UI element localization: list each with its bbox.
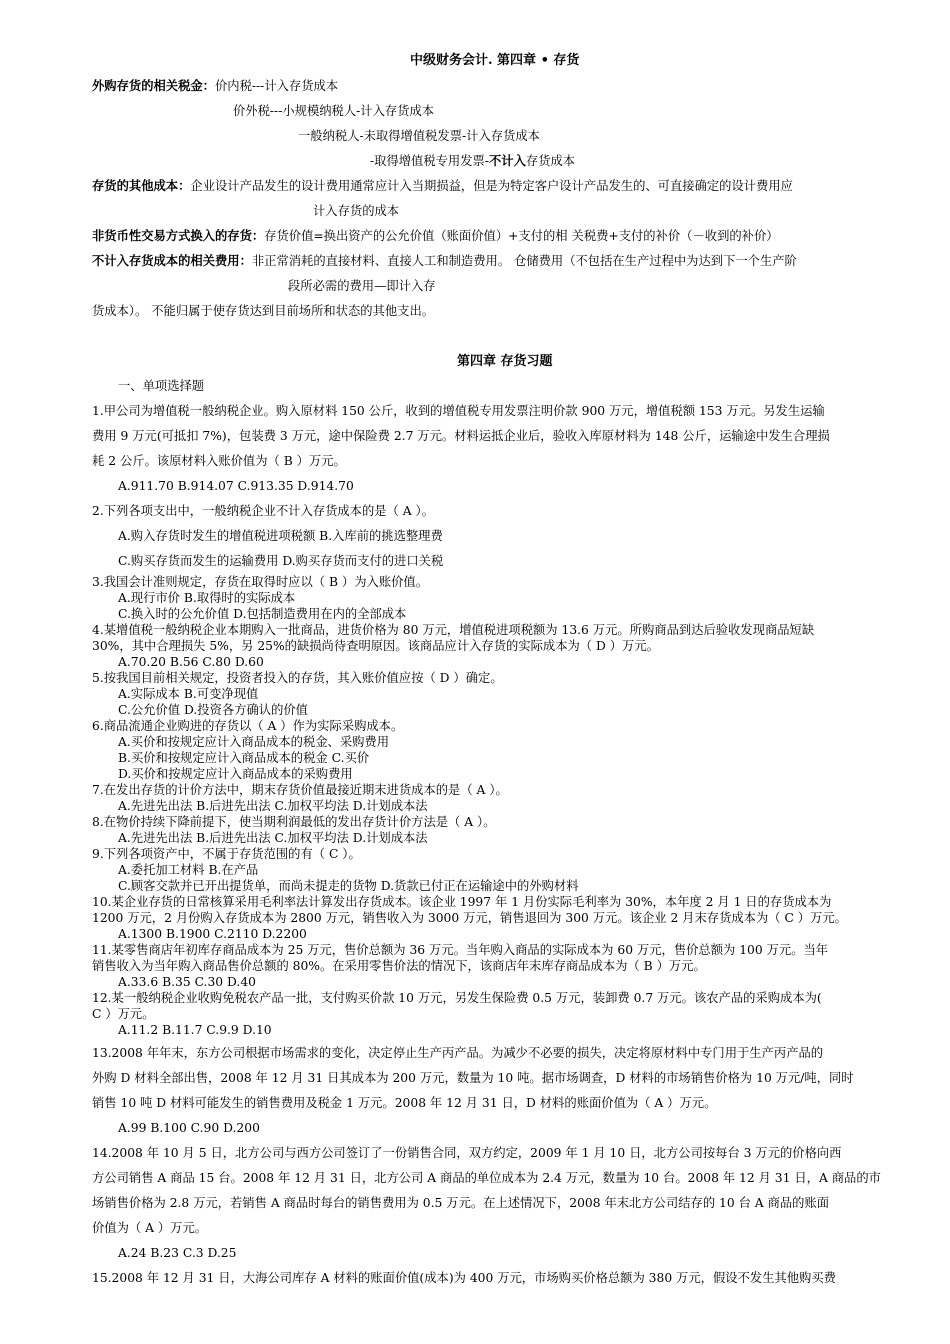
- text-line: [92, 958, 706, 974]
- body-text: C.公允价值 D.投资各方确认的价值: [118, 703, 308, 717]
- text-line: [118, 974, 256, 990]
- text-line: [410, 53, 579, 69]
- text-line: [313, 203, 399, 219]
- text-line: [118, 766, 353, 782]
- text-line: [288, 278, 436, 294]
- text-line: [118, 750, 369, 766]
- text-line: [118, 478, 354, 494]
- text-line: [92, 1195, 829, 1211]
- text-line: [118, 830, 428, 846]
- body-text: A.委托加工材料 B.在产品: [118, 863, 259, 877]
- body-text: 场销售价格为 2.8 万元，若销售 A 商品时每台的销售费用为 0.5 万元。在上述情况下，2008 年末北方公司结存的 10 台 A 商品的账面: [92, 1196, 830, 1210]
- body-text: 非正常消耗的直接材料、直接人工和制造费用。 仓储费用（不包括在生产过程中为达到下一个生产阶: [251, 254, 797, 268]
- text-line: [92, 1220, 207, 1236]
- body-text: 外购 D 材料全部出售，2008 年 12 月 31 日其成本为 200 万元，数量为 10 吨。据市场调查，D 材料的市场销售价格为 10 万元/吨，同时: [92, 1071, 854, 1085]
- text-line: [92, 990, 822, 1006]
- body-text: 2.下列各项支出中，一般纳税企业不计入存货成本的是（ A ）。: [92, 504, 435, 518]
- text-line: [92, 670, 503, 686]
- text-line: [92, 453, 346, 469]
- body-text: 价值为（ A ）万元。: [92, 1221, 208, 1235]
- body-text: 3.我国会计准则规定，存货在取得时应以（ B ）为入账价值。: [92, 575, 429, 589]
- body-text: 计入存货的成本: [313, 204, 400, 218]
- body-text: 段所必需的费用—即计入存: [288, 279, 436, 293]
- text-line: [118, 1022, 272, 1038]
- text-line: [92, 894, 831, 910]
- body-text: 6.商品流通企业购进的存货以（ A ）作为实际采购成本。: [92, 719, 404, 733]
- bold-text: 非货币性交易方式换入的存货：: [92, 228, 265, 243]
- body-text: 价内税---计入存货成本: [214, 79, 339, 93]
- text-line: [118, 862, 258, 878]
- body-text: C ）万元。: [92, 1007, 155, 1021]
- text-line: [92, 1045, 823, 1061]
- body-text: A.实际成本 B.可变净现值: [118, 687, 259, 701]
- body-text: 耗 2 公斤。该原材料入账价值为（ B ）万元。: [92, 454, 346, 468]
- text-line: [92, 503, 434, 519]
- body-text: A.70.20 B.56 C.80 D.60: [118, 655, 264, 669]
- body-text: 15.2008 年 12 月 31 日，大海公司库存 A 材料的账面价值(成本)为 400 万元，市场购买价格总额为 380 万元，假设不发生其他购买费: [92, 1271, 836, 1285]
- body-text: C.换入时的公允价值 D.包括制造费用在内的全部成本: [118, 607, 407, 621]
- body-text: A.11.2 B.11.7 C.9.9 D.10: [118, 1023, 272, 1037]
- body-text: 方公司销售 A 商品 15 台。2008 年 12 月 31 日，北方公司 A 商品的单位成本为 2.4 万元，数量为 10 台。2008 年 12 月 31 日，A 商品的市: [92, 1171, 881, 1185]
- text-line: [92, 228, 779, 244]
- bold-text: 外购存货的相关税金：: [92, 78, 215, 93]
- text-line: [118, 553, 443, 569]
- bold-text: 第四章 存货习题: [457, 354, 553, 369]
- body-text: A.现行市价 B.取得时的实际成本: [118, 591, 296, 605]
- text-line: [118, 606, 406, 622]
- body-text: 销售 10 吨 D 材料可能发生的销售费用及税金 1 万元。2008 年 12 月 31 日，D 材料的账面价值为（ A ）万元。: [92, 1096, 717, 1110]
- text-line: [92, 1070, 854, 1086]
- body-text: A.911.70 B.914.07 C.913.35 D.914.70: [118, 479, 354, 493]
- text-line: [92, 942, 828, 958]
- body-text: 10.某企业存货的日常核算采用毛利率法计算发出存货成本。该企业 1997 年 1 月份实际毛利率为 30%，本年度 2 月 1 日的存货成本为: [92, 895, 832, 909]
- body-text: 7.在发出存货的计价方法中，期末存货价值最接近期末进货成本的是（ A ）。: [92, 783, 508, 797]
- body-text: 30%，其中合理损失 5%，另 25%的缺损尚待查明原因。该商品应计入存货的实际成本为（ D ）万元。: [92, 639, 659, 653]
- text-line: [370, 153, 575, 169]
- bold-text: 中级财务会计. 第四章 • 存货: [410, 53, 580, 68]
- text-line: [92, 574, 428, 590]
- body-text: 货成本）。 不能归属于使存货达到目前场所和状态的其他支出。: [92, 304, 435, 318]
- body-text: 9.下列各项资产中，不属于存货范围的有（ C ）。: [92, 847, 361, 861]
- body-text: 12.某一般纳税企业收购免税农产品一批，支付购买价款 10 万元，另发生保险费 0.5 万元，装卸费 0.7 万元。该农产品的采购成本为(: [92, 991, 822, 1005]
- text-line: [92, 1145, 841, 1161]
- body-text: 13.2008 年年末，东方公司根据市场需求的变化，决定停止生产丙产品。为减少不必要的损失，决定将原材料中专门用于生产丙产品的: [92, 1046, 824, 1060]
- body-text: 1.甲公司为增值税一般纳税企业。购入原材料 150 公斤，收到的增值税专用发票注明价款 900 万元，增值税额 153 万元。另发生运输: [92, 404, 825, 418]
- text-line: [92, 78, 338, 94]
- body-text: A.买价和按规定应计入商品成本的税金、采购费用: [118, 735, 390, 749]
- body-text: 销售收入为当年购入商品售价总额的 80%。在采用零售价法的情况下，该商店年末库存商品成本为（ B ）万元。: [92, 959, 706, 973]
- text-line: [92, 782, 508, 798]
- body-text: 一、单项选择题: [118, 379, 205, 393]
- text-line: [118, 686, 258, 702]
- text-line: [92, 428, 830, 444]
- text-line: [92, 253, 797, 269]
- text-line: [92, 403, 825, 419]
- bold-text: 不计入存货成本的相关费用：: [92, 253, 252, 268]
- text-line: [92, 846, 361, 862]
- body-text: A.购入存货时发生的增值税进项税额 B.入库前的挑选整理费: [118, 529, 443, 543]
- body-text: 存货成本: [525, 154, 576, 168]
- text-line: [118, 798, 428, 814]
- body-text: C.购买存货而发生的运输费用 D.购买存货而支付的进口关税: [118, 554, 444, 568]
- body-text: 14.2008 年 10 月 5 日，北方公司与西方公司签订了一份销售合同，双方约定，2009 年 1 月 10 日，北方公司按每台 3 万元的价格向西: [92, 1146, 842, 1160]
- text-line: [92, 178, 793, 194]
- body-text: 一般纳税人-未取得增值税发票-计入存货成本: [298, 129, 540, 143]
- body-text: A.33.6 B.35 C.30 D.40: [118, 975, 256, 989]
- text-line: [118, 1120, 260, 1136]
- body-text: A.先进先出法 B.后进先出法 C.加权平均法 D.计划成本法: [118, 799, 428, 813]
- text-line: [457, 354, 553, 370]
- text-line: [118, 590, 295, 606]
- text-line: [92, 814, 496, 830]
- text-line: [298, 128, 540, 144]
- body-text: A.1300 B.1900 C.2110 D.2200: [118, 927, 307, 941]
- body-text: 存货价值=换出资产的公允价值（账面价值）+支付的相 关税费+支付的补价（－收到的补价）: [264, 229, 779, 243]
- text-line: [92, 718, 403, 734]
- body-text: A.24 B.23 C.3 D.25: [118, 1246, 237, 1260]
- text-line: [118, 926, 307, 942]
- text-line: [118, 654, 264, 670]
- body-text: 价外税---小规模纳税人-计入存货成本: [233, 104, 435, 118]
- text-line: [118, 378, 204, 394]
- bold-text: 存货的其他成本：: [92, 178, 191, 193]
- body-text: A.99 B.100 C.90 D.200: [118, 1121, 260, 1135]
- body-text: -取得增值税专用发票-: [370, 154, 489, 168]
- text-line: [233, 103, 434, 119]
- text-line: [118, 528, 443, 544]
- body-text: 8.在物价持续下降前提下，使当期利润最低的发出存货计价方法是（ A ）。: [92, 815, 496, 829]
- bold-text: 不计入: [488, 153, 526, 168]
- text-line: [118, 1245, 236, 1261]
- text-line: [92, 1270, 836, 1286]
- text-line: [118, 734, 389, 750]
- text-line: [118, 702, 308, 718]
- body-text: 4.某增值税一般纳税企业本期购入一批商品，进货价格为 80 万元，增值税进项税额为 13.6 万元。所购商品到达后验收发现商品短缺: [92, 623, 815, 637]
- body-text: 11.某零售商店年初库存商品成本为 25 万元，售价总额为 36 万元。当年购入商品的实际成本为 60 万元，售价总额为 100 万元。当年: [92, 943, 829, 957]
- body-text: A.先进先出法 B.后进先出法 C.加权平均法 D.计划成本法: [118, 831, 428, 845]
- text-line: [118, 878, 579, 894]
- body-text: 5.按我国目前相关规定，投资者投入的存货，其入账价值应按（ D ）确定。: [92, 671, 503, 685]
- body-text: D.买价和按规定应计入商品成本的采购费用: [118, 767, 353, 781]
- text-line: [92, 1170, 881, 1186]
- text-line: [92, 303, 434, 319]
- body-text: 1200 万元，2 月份购入存货成本为 2800 万元，销售收入为 3000 万元，销售退回为 300 万元。该企业 2 月末存货成本为（ C ）万元。: [92, 911, 847, 925]
- text-line: [92, 638, 659, 654]
- text-line: [92, 1095, 716, 1111]
- text-line: [92, 1006, 155, 1022]
- text-line: [92, 622, 814, 638]
- body-text: B.买价和按规定应计入商品成本的税金 C.买价: [118, 751, 370, 765]
- body-text: 费用 9 万元(可抵扣 7%)，包装费 3 万元，途中保险费 2.7 万元。材料运抵企业后，验收入库原材料为 148 公斤，运输途中发生合理损: [92, 429, 830, 443]
- text-line: [92, 910, 847, 926]
- body-text: 企业设计产品发生的设计费用通常应计入当期损益，但是为特定客户设计产品发生的、可直接确定的设计费用应: [190, 179, 793, 193]
- body-text: C.顾客交款并已开出提货单，而尚未提走的货物 D.货款已付正在运输途中的外购材料: [118, 879, 579, 893]
